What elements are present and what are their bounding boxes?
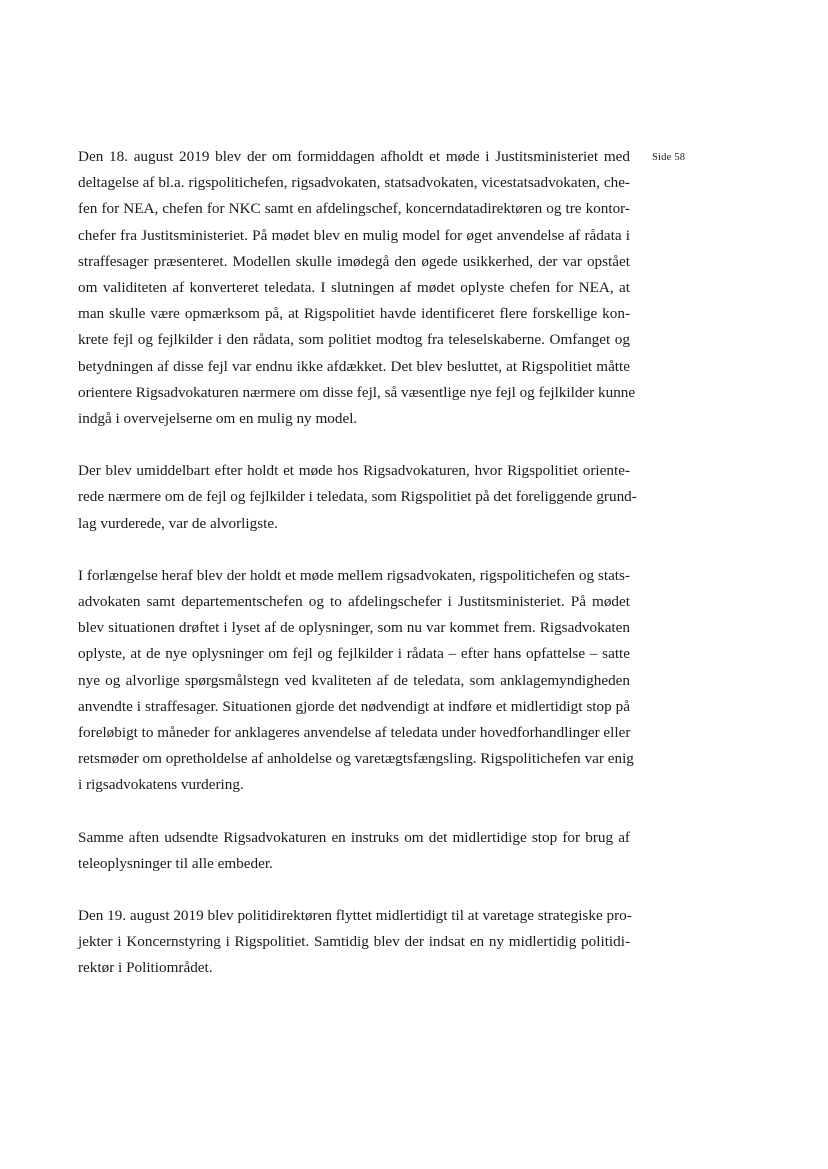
text-line: krete fejl og fejlkilder i den rådata, som politiet modtog fra teleselskaberne. Omfanget og — [78, 331, 630, 349]
text-line: om validiteten af konverteret teledata. I slutningen af mødet oplyste chefen for NEA, at — [78, 279, 630, 297]
text-line: Der blev umiddelbart efter holdt et møde hos Rigsadvokaturen, hvor Rigspolitiet oriente- — [78, 462, 630, 480]
text-line: foreløbigt to måneder for anklageres anvendelse af teledata under hovedforhandlinger eller — [78, 724, 631, 742]
text-line: i rigsadvokatens vurdering. — [78, 776, 244, 794]
paragraph-1 — [78, 144, 636, 432]
paragraph-4 — [78, 825, 630, 877]
text-line: chefer fra Justitsministeriet. På mødet blev en mulig model for øget anvendelse af rådata i — [78, 226, 630, 244]
text-line: straffesager præsenteret. Modellen skulle imødegå den øgede usikkerhed, der var opstået — [78, 252, 630, 270]
page-number: Side 58 — [652, 152, 686, 163]
text-line: deltagelse af bl.a. rigspolitichefen, rigsadvokaten, statsadvokaten, vicestatsadvokaten, che- — [78, 174, 630, 192]
text-line: betydningen af disse fejl var endnu ikke afdækket. Det blev besluttet, at Rigspolitiet måtte — [78, 357, 630, 375]
text-line: indgå i overvejelserne om en mulig ny model. — [78, 410, 358, 428]
text-line: Samme aften udsendte Rigsadvokaturen en instruks om det midlertidige stop for brug af — [78, 828, 630, 846]
text-line: lag vurderede, var de alvorligste. — [78, 514, 278, 532]
text-line: orientere Rigsadvokaturen nærmere om disse fejl, så væsentlige nye fejl og fejlkilder kunne — [78, 383, 636, 401]
paragraph-5 — [78, 903, 630, 982]
text-line: rektør i Politiområdet. — [78, 959, 213, 977]
text-line: teleoplysninger til alle embeder. — [78, 854, 273, 872]
text-line: rede nærmere om de fejl og fejlkilder i teledata, som Rigspolitiet på det foreliggende grund- — [78, 488, 637, 506]
text-line: anvendte i straffesager. Situationen gjorde det nødvendigt at indføre et midlertidigt stop på — [78, 697, 630, 715]
text-line: jekter i Koncernstyring i Rigspolitiet. Samtidig blev der indsat en ny midlertidig politidi- — [78, 933, 630, 951]
text-line: man skulle være opmærksom på, at Rigspolitiet havde identificeret flere forskellige kon- — [78, 305, 630, 323]
text-line: nye og alvorlige spørgsmålstegn ved kvaliteten af de teledata, som anklagemyndigheden — [78, 671, 630, 689]
document-body — [78, 144, 637, 982]
paragraph-3 — [78, 563, 634, 799]
paragraph-2 — [78, 458, 637, 537]
text-line: oplyste, at de nye oplysninger om fejl og fejlkilder i rådata – efter hans opfattelse – satte — [78, 645, 630, 663]
text-line: advokaten samt departementschefen og to afdelingschefer i Justitsministeriet. På mødet — [78, 593, 630, 611]
text-line: I forlængelse heraf blev der holdt et møde mellem rigsadvokaten, rigspolitichefen og stats- — [78, 566, 630, 584]
text-line: fen for NEA, chefen for NKC samt en afdelingschef, koncerndatadirektøren og tre kontor- — [78, 200, 630, 218]
text-line: Den 18. august 2019 blev der om formiddagen afholdt et møde i Justitsministeriet med — [78, 148, 630, 165]
text-line: blev situationen drøftet i lyset af de oplysninger, som nu var kommet frem. Rigsadvokaten — [78, 619, 630, 637]
text-line: retsmøder om opretholdelse af anholdelse og varetægtsfængsling. Rigspolitichefen var enig — [78, 750, 634, 768]
text-line: Den 19. august 2019 blev politidirektøren flyttet midlertidigt til at varetage strategiske pro- — [78, 907, 632, 925]
